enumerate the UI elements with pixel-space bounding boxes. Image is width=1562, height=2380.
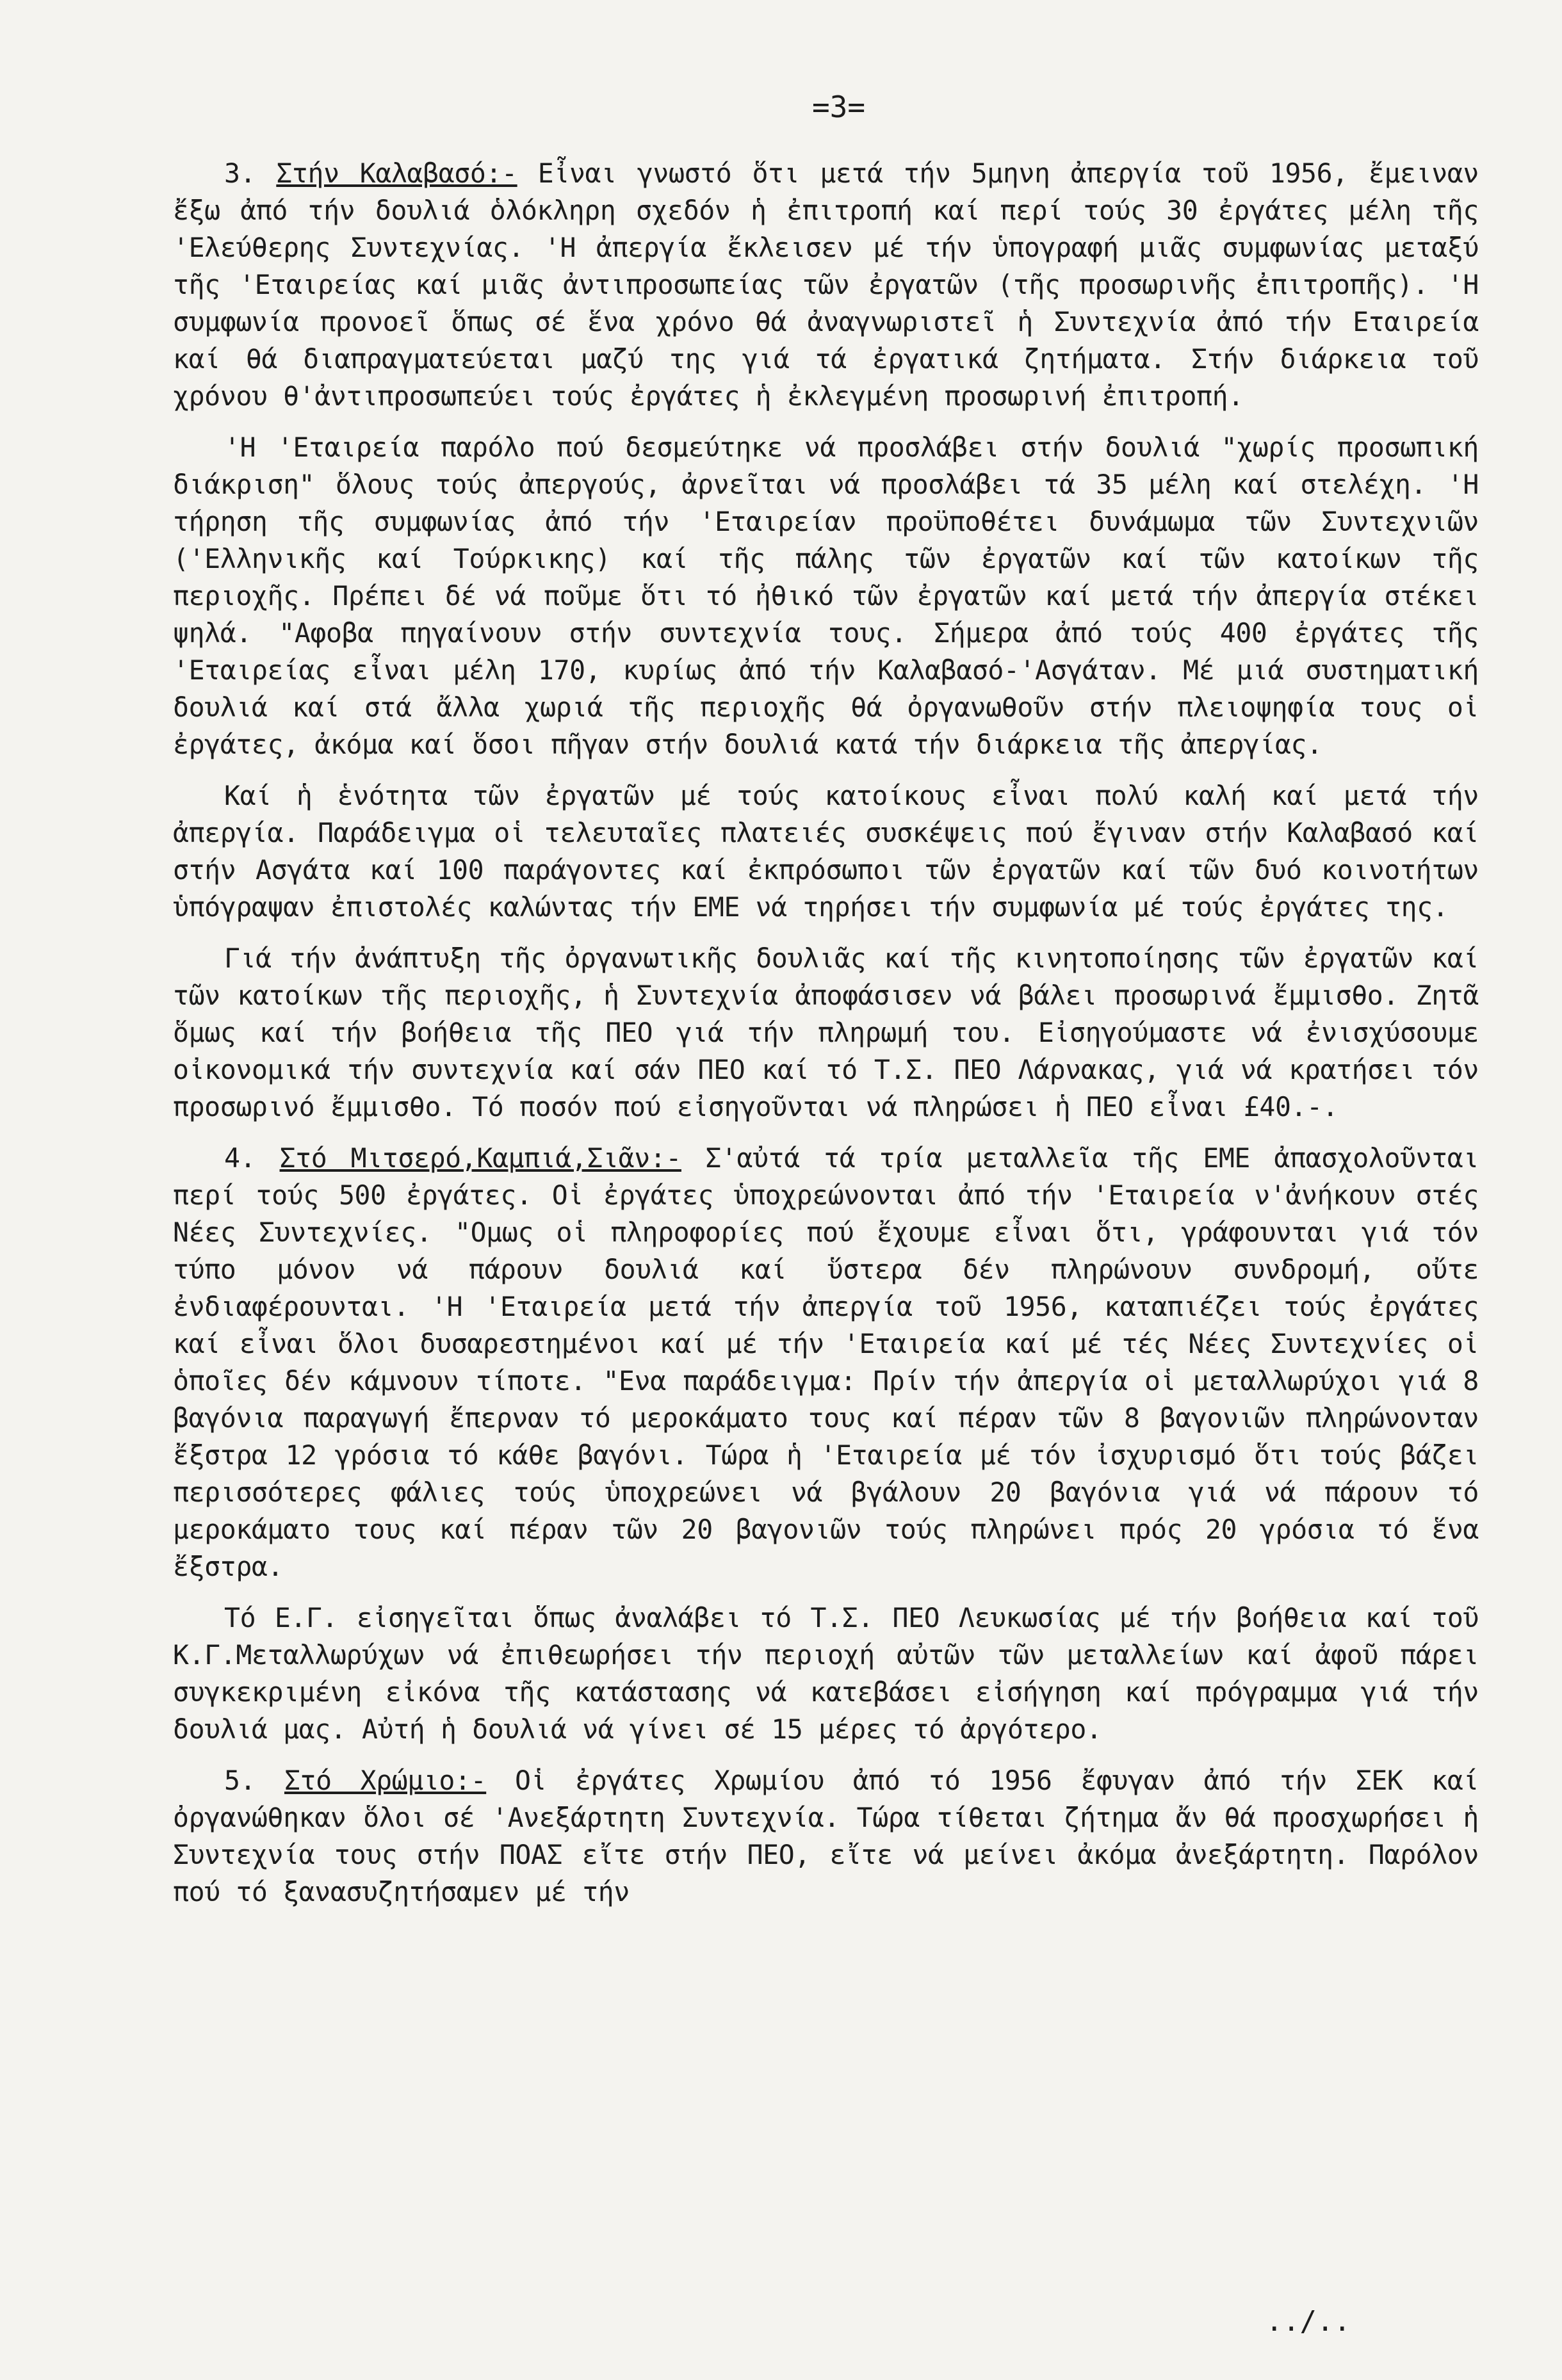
section-number: 4. <box>224 1142 256 1174</box>
paragraph: Γιά τήν ἀνάπτυξη τῆς ὀργανωτικῆς δουλιᾶς καί τῆς κινητοποίησης τῶν ἐργατῶν καί τῶν κατοίκων τῆς περιοχῆς, ἡ Συντεχνία ἀποφάσισεν νά βάλει προσωρινά ἔμμισθο. Ζητᾶ ὅμως καί τήν βοήθεια τῆς ΠΕΟ γιά τήν πληρωμή του. Εἰσηγούμαστε νά ἐνισχύσουμε οἰκονομικά τήν συντεχνία καί σάν ΠΕΟ καί τό Τ.Σ. ΠΕΟ Λάρνακας, γιά νά κρατήσει τόν προσωρινό ἔμμισθο. Τό ποσόν πού εἰσηγοῦνται νά πληρώσει ἡ ΠΕΟ εἶναι £40.-. <box>173 943 1479 1122</box>
section-heading: Στό Χρώμιο:- <box>284 1765 487 1796</box>
section-number: 3. <box>224 158 256 189</box>
paragraph-text: Οἱ ἐργάτες Χρωμίου ἀπό τό 1956 ἔφυγαν ἀπό τήν ΣΕΚ καί ὀργανώθηκαν ὅλοι σέ 'Ανεξάρτητη Συντεχνία. Τώρα τίθεται ζήτημα ἄν θά προσχωρήσει ἡ Συντεχνία τους στήν ΠΟΑΣ εἴτε στήν ΠΕΟ, εἴτε νά μείνει ἀκόμα ἀνεξάρτητη. Παρόλον πού τό ξανασυζητήσαμεν μέ τήν <box>173 1765 1479 1907</box>
paragraph-section-5 <box>173 1762 1479 1911</box>
paragraph-text: Εἶναι γνωστό ὅτι μετά τήν 5μηνη ἀπεργία τοῦ 1956, ἔμειναν ἔξω ἀπό τήν δουλιά ὁλόκληρη σχεδόν ἡ ἐπιτροπή καί περί τούς 30 ἐργάτες μέλη τῆς 'Ελεύθερης Συντεχνίας. 'Η ἀπεργία ἔκλεισεν μέ τήν ὑπογραφή μιᾶς συμφωνίας μεταξύ τῆς 'Εταιρείας καί μιᾶς ἀντιπροσωπείας τῶν ἐργατῶν (τῆς προσωρινῆς ἐπιτροπῆς). 'Η συμφωνία προνοεῖ ὅπως σέ ἕνα χρόνο θά ἀναγνωριστεῖ ἡ Συντεχνία ἀπό τήν Εταιρεία καί θά διαπραγματεύεται μαζύ της γιά τά ἐργατικά ζητήματα. Στήν διάρκεια τοῦ χρόνου θ'ἀντιπροσωπεύει τούς ἐργάτες ἡ ἐκλεγμένη προσωρινή ἐπιτροπή. <box>173 158 1479 412</box>
section-heading: Στό Μιτσερό,Καμπιά,Σιᾶν:- <box>279 1142 681 1174</box>
paragraph-section-4 <box>173 1140 1479 1585</box>
paragraph: Καί ἡ ἑνότητα τῶν ἐργατῶν μέ τούς κατοίκους εἶναι πολύ καλή καί μετά τήν ἀπεργία. Παράδειγμα οἱ τελευταῖες πλατειές συσκέψεις πού ἔγιναν στήν Καλαβασό καί στήν Ασγάτα καί 100 παράγοντες καί ἐκπρόσωποι τῶν ἐργατῶν καί τῶν δυό κοινοτήτων ὑπόγραψαν ἐπιστολές καλώντας τήν ΕΜΕ νά τηρήσει τήν συμφωνία μέ τούς ἐργάτες της. <box>173 780 1479 923</box>
paragraph-section-3 <box>173 155 1479 415</box>
paragraph: Τό Ε.Γ. εἰσηγεῖται ὅπως ἀναλάβει τό Τ.Σ. ΠΕΟ Λευκωσίας μέ τήν βοήθεια καί τοῦ Κ.Γ.Μεταλλωρύχων νά ἐπιθεωρήσει τήν περιοχή αὐτῶν τῶν μεταλλείων καί ἀφοῦ πάρει συγκεκριμένη εἰκόνα τῆς κατάστασης νά κατεβάσει εἰσήγηση καί πρόγραμμα γιά τήν δουλιά μας. Αὐτή ἡ δουλιά νά γίνει σέ 15 μέρες τό ἀργότερο. <box>173 1602 1479 1745</box>
section-heading: Στήν Καλαβασό:- <box>276 158 517 189</box>
paragraph-text: Σ'αὐτά τά τρία μεταλλεῖα τῆς ΕΜΕ ἀπασχολοῦνται περί τούς 500 ἐργάτες. Οἱ ἐργάτες ὑποχρεώνονται ἀπό τήν 'Εταιρεία ν'ἀνήκουν στές Νέες Συντεχνίες. "Ομως οἱ πληροφορίες πού ἔχουμε εἶναι ὅτι, γράφουνται γιά τόν τύπο μόνον νά πάρουν δουλιά καί ὕστερα δέν πληρώνουν συνδρομή, οὔτε ἐνδιαφέρουνται. 'Η 'Εταιρεία μετά τήν ἀπεργία τοῦ 1956, καταπιέζει τούς ἐργάτες καί εἶναι ὅλοι δυσαρεστημένοι καί μέ τήν 'Εταιρεία καί μέ τές Νέες Συντεχνίες οἱ ὁποῖες δέν κάμνουν τίποτε. "Ενα παράδειγμα: Πρίν τήν ἀπεργία οἱ μεταλλωρύχοι γιά 8 βαγόνια παραγωγή ἔπερναν τό μεροκάματο τους καί πέραν τῶν 8 βαγονιῶν πληρώνονταν ἔξστρα 12 γρόσια τό κάθε βαγόνι. Τώρα ἡ 'Εταιρεία μέ τόν ἰσχυρισμό ὅτι τούς βάζει περισσότερες φάλιες τούς ὑποχρεώνει νά βγάλουν 20 βαγόνια γιά νά πάρουν τό μεροκάματο τους καί πέραν τῶν 20 βαγονιῶν τούς πληρώνει πρός 20 γρόσια τό ἕνα ἔξστρα. <box>173 1142 1479 1582</box>
page-number: =3= <box>811 90 866 124</box>
continuation-mark: ../.. <box>1265 2305 1351 2338</box>
paragraph: 'Η 'Εταιρεία παρόλο πού δεσμεύτηκε νά προσλάβει στήν δουλιά "χωρίς προσωπική διάκριση" ὅλους τούς ἀπεργούς, ἀρνεῖται νά προσλάβει τά 35 μέλη καί στελέχη. 'Η τήρηση τῆς συμφωνίας ἀπό τήν 'Εταιρείαν προϋποθέτει δυνάμωμα τῶν Συντεχνιῶν ('Ελληνικῆς καί Τούρκικης) καί τῆς πάλης τῶν ἐργατῶν καί τῶν κατοίκων τῆς περιοχῆς. Πρέπει δέ νά ποῦμε ὅτι τό ἠθικό τῶν ἐργατῶν καί μετά τήν ἀπεργία στέκει ψηλά. "Αφοβα πηγαίνουν στήν συντεχνία τους. Σήμερα ἀπό τούς 400 ἐργάτες τῆς 'Εταιρείας εἶναι μέλη 170, κυρίως ἀπό τήν Καλαβασό-'Ασγάταν. Μέ μιά συστηματική δουλιά καί στά ἄλλα χωριά τῆς περιοχῆς θά ὀργανωθοῦν στήν πλειοψηφία τους οἱ ἐργάτες, ἀκόμα καί ὅσοι πῆγαν στήν δουλιά κατά τήν διάρκεια τῆς ἀπεργίας. <box>173 432 1479 760</box>
section-number: 5. <box>224 1765 256 1796</box>
